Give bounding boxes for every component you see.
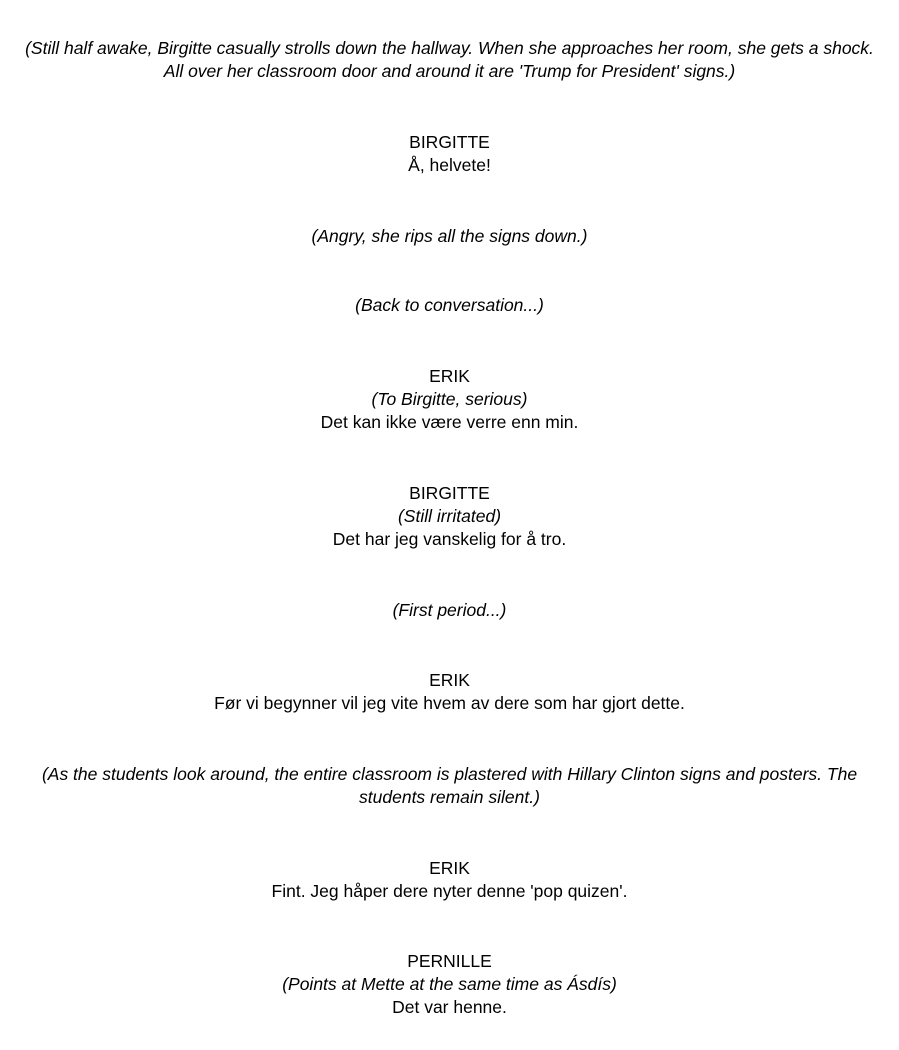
dialogue-erik-1 bbox=[0, 365, 899, 434]
stage-direction-hallway bbox=[14, 37, 885, 83]
stage-direction-text: (First period...) bbox=[392, 600, 507, 620]
dialogue-line: Før vi begynner vil jeg vite hvem av dere som har gjort dette. bbox=[214, 693, 685, 713]
stage-direction-first-period bbox=[0, 599, 899, 622]
stage-direction-rips-signs bbox=[0, 225, 899, 248]
stage-direction-text: (Back to conversation...) bbox=[355, 295, 544, 315]
dialogue-erik-3 bbox=[0, 857, 899, 903]
parenthetical: (Still irritated) bbox=[397, 506, 502, 526]
dialogue-line: Det har jeg vanskelig for å tro. bbox=[332, 529, 567, 549]
character-name: ERIK bbox=[429, 366, 470, 386]
dialogue-line: Det var henne. bbox=[392, 997, 507, 1017]
dialogue-pernille-1 bbox=[0, 950, 899, 1019]
character-name: BIRGITTE bbox=[409, 483, 490, 503]
dialogue-line: Fint. Jeg håper dere nyter denne 'pop quizen'. bbox=[271, 881, 628, 901]
stage-direction-back-to-conversation bbox=[0, 294, 899, 317]
stage-direction-classroom-plastered bbox=[14, 763, 885, 809]
stage-direction-text: (Still half awake, Birgitte casually strolls down the hallway. When she approaches her room, she gets a shock. All over her classroom door and around it are 'Trump for President' signs.) bbox=[25, 38, 874, 81]
parenthetical: (Points at Mette at the same time as Ásdís) bbox=[282, 974, 617, 994]
character-name: PERNILLE bbox=[407, 951, 492, 971]
dialogue-line: Det kan ikke være verre enn min. bbox=[320, 412, 579, 432]
character-name: BIRGITTE bbox=[409, 132, 490, 152]
character-name: ERIK bbox=[429, 670, 470, 690]
stage-direction-text: (As the students look around, the entire classroom is plastered with Hillary Clinton signs and posters. The students remain silent.) bbox=[41, 764, 858, 807]
parenthetical: (To Birgitte, serious) bbox=[371, 389, 528, 409]
dialogue-line: Å, helvete! bbox=[408, 155, 491, 175]
character-name: ERIK bbox=[429, 858, 470, 878]
stage-direction-text: (Angry, she rips all the signs down.) bbox=[311, 226, 588, 246]
dialogue-erik-2 bbox=[0, 669, 899, 715]
dialogue-birgitte-2 bbox=[0, 482, 899, 551]
dialogue-birgitte-1 bbox=[0, 131, 899, 177]
